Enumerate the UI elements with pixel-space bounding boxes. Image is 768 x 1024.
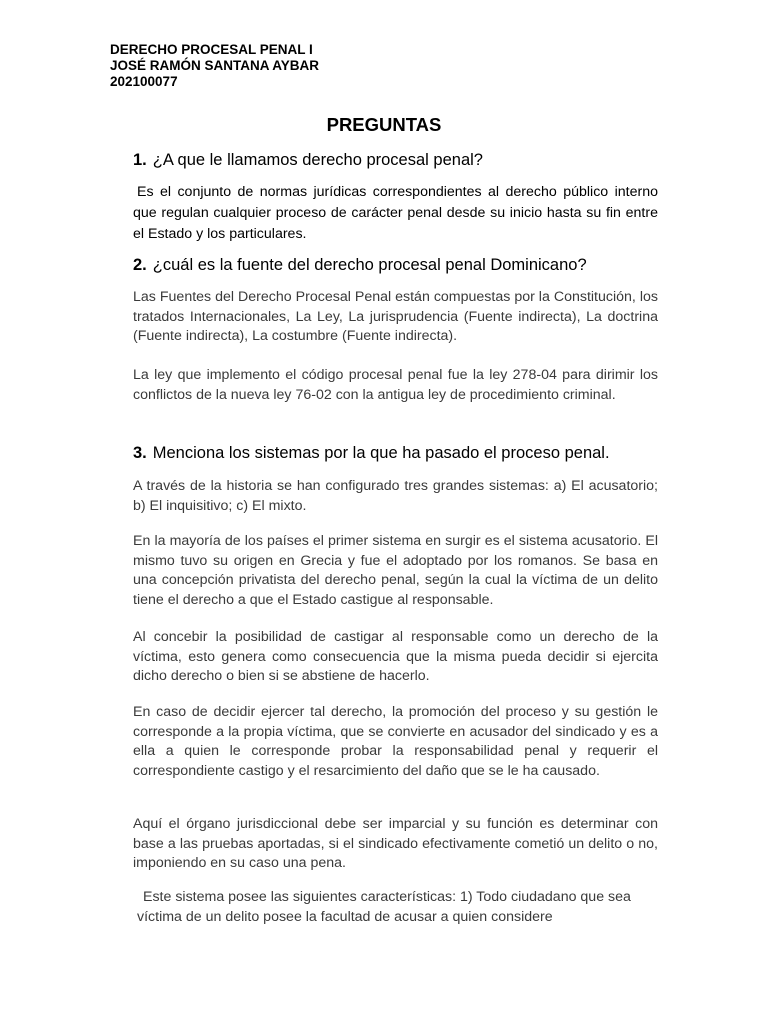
question-text: ¿A que le llamamos derecho procesal penal? — [152, 151, 483, 169]
answer-paragraph: Aquí el órgano jurisdiccional debe ser imparcial y su función es determinar con base a las pruebas aportadas, si el sindicado efectivamente cometió un delito o no, imponiendo en su caso una pena. — [133, 816, 658, 871]
course-name: DERECHO PROCESAL PENAL I — [110, 42, 313, 57]
student-id: 202100077 — [110, 74, 178, 89]
question-1 — [133, 150, 663, 170]
answer-paragraph: Este sistema posee las siguientes características: 1) Todo ciudadano que sea víctima de un delito posee la facultad de acusar a quien considere — [137, 889, 631, 925]
question-3 — [133, 443, 663, 463]
answer-paragraph: Al concebir la posibilidad de castigar al responsable como un derecho de la víctima, esto genera como consecuencia que la misma pueda decidir si ejercita dicho derecho o bien si se abstiene de hacerlo. — [133, 629, 658, 684]
question-2 — [133, 255, 663, 275]
question-text: ¿cuál es la fuente del derecho procesal penal Dominicano? — [152, 256, 587, 274]
question-number: 2. — [133, 256, 147, 274]
answer-paragraph: A través de la historia se han configurado tres grandes sistemas: a) El acusatorio; b) El inquisitivo; c) El mixto. — [133, 478, 658, 514]
answer-paragraph: Es el conjunto de normas jurídicas correspondientes al derecho público interno que regulan cualquier proceso de carácter penal desde su inicio hasta su fin entre el Estado y los particulares. — [133, 184, 658, 242]
question-number: 1. — [133, 151, 147, 169]
answer-paragraph: La ley que implemento el código procesal penal fue la ley 278-04 para dirimir los conflictos de la nueva ley 76-02 con la antigua ley de procedimiento criminal. — [133, 367, 658, 403]
page-title: PREGUNTAS — [326, 114, 442, 135]
document-header — [110, 42, 319, 90]
answer-paragraph: En caso de decidir ejercer tal derecho, la promoción del proceso y su gestión le corresponde a la propia víctima, que se convierte en acusador del sindicado y es a ella a quien le corresponde probar la responsabilidad penal y requerir el correspondiente castigo y el resarcimiento del daño que se le ha causado. — [133, 704, 658, 779]
answer-paragraph: Las Fuentes del Derecho Procesal Penal están compuestas por la Constitución, los tratados Internacionales, La Ley, La jurisprudencia (Fuente indirecta), La doctrina (Fuente indirecta), La costumbre (Fuente indirecta). — [133, 289, 658, 344]
student-name: JOSÉ RAMÓN SANTANA AYBAR — [110, 58, 320, 73]
question-number: 3. — [133, 444, 147, 462]
question-text: Menciona los sistemas por la que ha pasado el proceso penal. — [152, 444, 610, 462]
answer-paragraph: En la mayoría de los países el primer sistema en surgir es el sistema acusatorio. El mismo tuvo su origen en Grecia y fue el adoptado por los romanos. Se basa en una concepción privatista del derecho penal, según la cual la víctima de un delito tiene el derecho a que el Estado castigue al responsable. — [133, 533, 658, 608]
